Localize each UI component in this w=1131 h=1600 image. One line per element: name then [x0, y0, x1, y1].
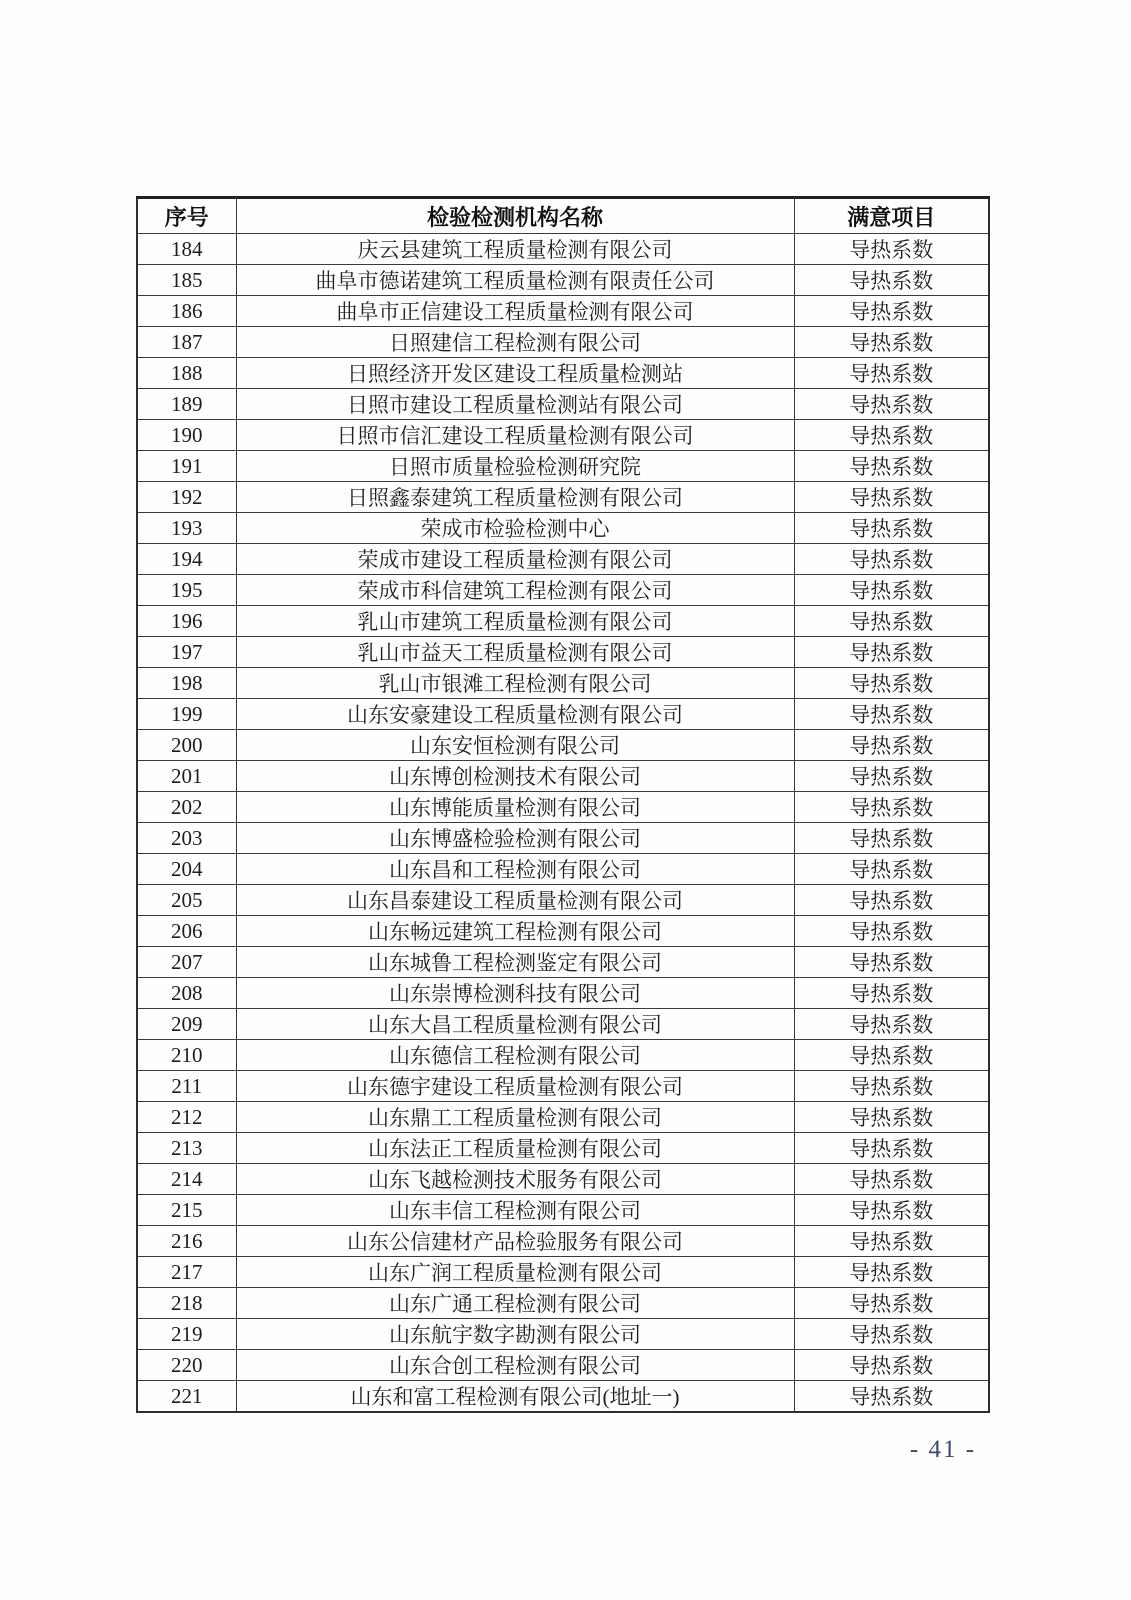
serial-number-cell: 187	[137, 327, 236, 358]
satisfied-item-cell: 导热系数	[794, 730, 989, 761]
institution-name-cell: 山东昌和工程检测有限公司	[236, 854, 794, 885]
serial-number-cell: 220	[137, 1350, 236, 1381]
serial-number-cell: 203	[137, 823, 236, 854]
serial-number-cell: 211	[137, 1071, 236, 1102]
table-row	[137, 482, 989, 513]
institution-name-cell: 曲阜市正信建设工程质量检测有限公司	[236, 296, 794, 327]
satisfied-item-cell: 导热系数	[794, 451, 989, 482]
institution-name-cell: 庆云县建筑工程质量检测有限公司	[236, 234, 794, 265]
institution-name-cell: 荣成市科信建筑工程检测有限公司	[236, 575, 794, 606]
serial-number-cell: 186	[137, 296, 236, 327]
satisfied-item-cell: 导热系数	[794, 234, 989, 265]
serial-number-cell: 185	[137, 265, 236, 296]
table-row	[137, 1040, 989, 1071]
table-row	[137, 823, 989, 854]
institution-name-cell: 山东安恒检测有限公司	[236, 730, 794, 761]
table-row	[137, 1288, 989, 1319]
satisfied-item-cell: 导热系数	[794, 916, 989, 947]
satisfied-item-cell: 导热系数	[794, 606, 989, 637]
table-row	[137, 1350, 989, 1381]
satisfied-item-cell: 导热系数	[794, 823, 989, 854]
institution-name-cell: 山东公信建材产品检验服务有限公司	[236, 1226, 794, 1257]
serial-number-cell: 194	[137, 544, 236, 575]
satisfied-item-cell: 导热系数	[794, 420, 989, 451]
institution-name-cell: 乳山市建筑工程质量检测有限公司	[236, 606, 794, 637]
table-row	[137, 1226, 989, 1257]
institution-name-cell: 曲阜市德诺建筑工程质量检测有限责任公司	[236, 265, 794, 296]
serial-number-cell: 205	[137, 885, 236, 916]
serial-number-cell: 221	[137, 1381, 236, 1413]
institution-name-cell: 日照建信工程检测有限公司	[236, 327, 794, 358]
table-row	[137, 730, 989, 761]
table-row	[137, 1319, 989, 1350]
table-row	[137, 1257, 989, 1288]
satisfied-item-cell: 导热系数	[794, 978, 989, 1009]
institution-name-cell: 山东航宇数字勘测有限公司	[236, 1319, 794, 1350]
satisfied-item-cell: 导热系数	[794, 296, 989, 327]
institution-name-cell: 山东昌泰建设工程质量检测有限公司	[236, 885, 794, 916]
serial-number-cell: 217	[137, 1257, 236, 1288]
table-row	[137, 1102, 989, 1133]
institution-name-cell: 日照经济开发区建设工程质量检测站	[236, 358, 794, 389]
institution-name-cell: 山东城鲁工程检测鉴定有限公司	[236, 947, 794, 978]
serial-number-cell: 198	[137, 668, 236, 699]
satisfied-item-cell: 导热系数	[794, 885, 989, 916]
table-row	[137, 1071, 989, 1102]
serial-number-cell: 200	[137, 730, 236, 761]
satisfied-item-cell: 导热系数	[794, 1226, 989, 1257]
table-row	[137, 792, 989, 823]
serial-number-cell: 189	[137, 389, 236, 420]
table-row	[137, 1164, 989, 1195]
institution-name-cell: 山东鼎工工程质量检测有限公司	[236, 1102, 794, 1133]
serial-number-cell: 192	[137, 482, 236, 513]
satisfied-item-cell: 导热系数	[794, 1133, 989, 1164]
institution-name-cell: 山东法正工程质量检测有限公司	[236, 1133, 794, 1164]
table-row	[137, 420, 989, 451]
serial-number-cell: 207	[137, 947, 236, 978]
table-body	[137, 234, 989, 1413]
satisfied-item-cell: 导热系数	[794, 389, 989, 420]
page-number: - 41 -	[909, 1436, 977, 1463]
serial-number-cell: 199	[137, 699, 236, 730]
table-row	[137, 234, 989, 265]
serial-number-cell: 219	[137, 1319, 236, 1350]
table-row	[137, 761, 989, 792]
satisfied-item-cell: 导热系数	[794, 699, 989, 730]
serial-number-cell: 188	[137, 358, 236, 389]
serial-number-cell: 201	[137, 761, 236, 792]
institution-name-cell: 日照鑫泰建筑工程质量检测有限公司	[236, 482, 794, 513]
table-row	[137, 699, 989, 730]
institution-name-cell: 乳山市银滩工程检测有限公司	[236, 668, 794, 699]
table-row	[137, 451, 989, 482]
serial-number-cell: 202	[137, 792, 236, 823]
serial-number-cell: 190	[137, 420, 236, 451]
satisfied-item-cell: 导热系数	[794, 327, 989, 358]
serial-number-cell: 216	[137, 1226, 236, 1257]
institution-name-cell: 荣成市检验检测中心	[236, 513, 794, 544]
institution-name-cell: 日照市信汇建设工程质量检测有限公司	[236, 420, 794, 451]
table-row	[137, 854, 989, 885]
table-row	[137, 544, 989, 575]
table-row	[137, 1009, 989, 1040]
serial-number-cell: 212	[137, 1102, 236, 1133]
institution-name-cell: 山东畅远建筑工程检测有限公司	[236, 916, 794, 947]
satisfied-item-cell: 导热系数	[794, 1164, 989, 1195]
table-row	[137, 513, 989, 544]
serial-number-cell: 195	[137, 575, 236, 606]
institution-name-cell: 山东博能质量检测有限公司	[236, 792, 794, 823]
satisfied-item-cell: 导热系数	[794, 637, 989, 668]
institution-name-cell: 山东博盛检验检测有限公司	[236, 823, 794, 854]
satisfied-item-cell: 导热系数	[794, 854, 989, 885]
institution-name-cell: 山东安豪建设工程质量检测有限公司	[236, 699, 794, 730]
institution-name-cell: 山东德宇建设工程质量检测有限公司	[236, 1071, 794, 1102]
institution-name-cell: 山东德信工程检测有限公司	[236, 1040, 794, 1071]
table-row	[137, 978, 989, 1009]
institution-table	[136, 196, 990, 1413]
serial-number-cell: 204	[137, 854, 236, 885]
serial-number-cell: 206	[137, 916, 236, 947]
satisfied-item-cell: 导热系数	[794, 1350, 989, 1381]
table-header-row	[137, 198, 989, 234]
satisfied-item-cell: 导热系数	[794, 1195, 989, 1226]
satisfied-item-cell: 导热系数	[794, 544, 989, 575]
satisfied-item-cell: 导热系数	[794, 947, 989, 978]
serial-number-cell: 196	[137, 606, 236, 637]
table-row	[137, 1381, 989, 1413]
satisfied-item-cell: 导热系数	[794, 482, 989, 513]
satisfied-item-cell: 导热系数	[794, 513, 989, 544]
satisfied-item-cell: 导热系数	[794, 1071, 989, 1102]
table-row	[137, 358, 989, 389]
table-row	[137, 265, 989, 296]
serial-number-cell: 214	[137, 1164, 236, 1195]
institution-name-cell: 山东广润工程质量检测有限公司	[236, 1257, 794, 1288]
table-row	[137, 885, 989, 916]
serial-number-cell: 197	[137, 637, 236, 668]
satisfied-item-cell: 导热系数	[794, 1040, 989, 1071]
serial-number-cell: 184	[137, 234, 236, 265]
institution-name-cell: 荣成市建设工程质量检测有限公司	[236, 544, 794, 575]
table-row	[137, 637, 989, 668]
institution-name-cell: 山东和富工程检测有限公司(地址一)	[236, 1381, 794, 1413]
institution-name-cell: 日照市建设工程质量检测站有限公司	[236, 389, 794, 420]
satisfied-item-cell: 导热系数	[794, 761, 989, 792]
institution-name-cell: 日照市质量检验检测研究院	[236, 451, 794, 482]
institution-name-cell: 山东崇博检测科技有限公司	[236, 978, 794, 1009]
institution-name-cell: 山东丰信工程检测有限公司	[236, 1195, 794, 1226]
serial-number-cell: 213	[137, 1133, 236, 1164]
header-institution-name: 检验检测机构名称	[236, 198, 794, 234]
table-row	[137, 668, 989, 699]
satisfied-item-cell: 导热系数	[794, 265, 989, 296]
satisfied-item-cell: 导热系数	[794, 1009, 989, 1040]
serial-number-cell: 193	[137, 513, 236, 544]
table-row	[137, 575, 989, 606]
satisfied-item-cell: 导热系数	[794, 1381, 989, 1413]
institution-name-cell: 山东博创检测技术有限公司	[236, 761, 794, 792]
serial-number-cell: 191	[137, 451, 236, 482]
header-satisfied-item: 满意项目	[794, 198, 989, 234]
serial-number-cell: 209	[137, 1009, 236, 1040]
satisfied-item-cell: 导热系数	[794, 1319, 989, 1350]
satisfied-item-cell: 导热系数	[794, 1102, 989, 1133]
table-row	[137, 606, 989, 637]
table-row	[137, 327, 989, 358]
table-row	[137, 947, 989, 978]
table-row	[137, 1133, 989, 1164]
satisfied-item-cell: 导热系数	[794, 1257, 989, 1288]
institution-name-cell: 山东飞越检测技术服务有限公司	[236, 1164, 794, 1195]
serial-number-cell: 215	[137, 1195, 236, 1226]
table-row	[137, 916, 989, 947]
serial-number-cell: 218	[137, 1288, 236, 1319]
satisfied-item-cell: 导热系数	[794, 575, 989, 606]
institution-name-cell: 山东合创工程检测有限公司	[236, 1350, 794, 1381]
satisfied-item-cell: 导热系数	[794, 668, 989, 699]
serial-number-cell: 208	[137, 978, 236, 1009]
table-row	[137, 389, 989, 420]
satisfied-item-cell: 导热系数	[794, 792, 989, 823]
serial-number-cell: 210	[137, 1040, 236, 1071]
table-row	[137, 296, 989, 327]
satisfied-item-cell: 导热系数	[794, 1288, 989, 1319]
satisfied-item-cell: 导热系数	[794, 358, 989, 389]
table-row	[137, 1195, 989, 1226]
header-serial-number: 序号	[137, 198, 236, 234]
institution-name-cell: 山东广通工程检测有限公司	[236, 1288, 794, 1319]
institution-name-cell: 山东大昌工程质量检测有限公司	[236, 1009, 794, 1040]
institution-name-cell: 乳山市益天工程质量检测有限公司	[236, 637, 794, 668]
